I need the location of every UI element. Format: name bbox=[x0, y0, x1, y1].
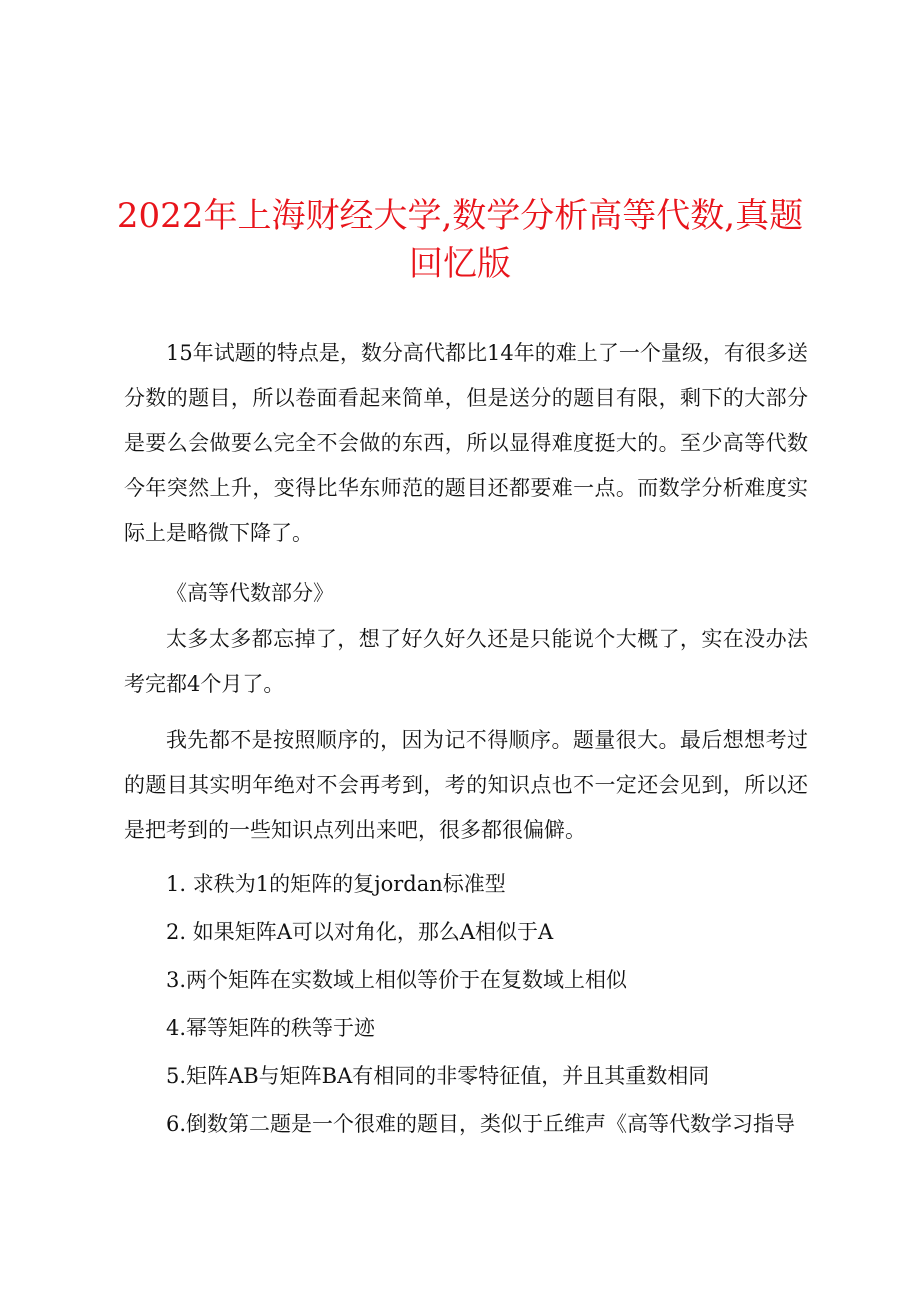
note-paragraph: 我先都不是按照顺序的，因为记不得顺序。题量很大。最后想想考过的题目其实明年绝对不会再考到，考的知识点也不一定还会见到，所以还是把考到的一些知识点列出来吧，很多都很偏僻。 bbox=[124, 728, 808, 842]
document-title: 2022年上海财经大学,数学分析高等代数,真题回忆版 bbox=[116, 196, 804, 284]
list-item: 4.幂等矩阵的秩等于迹 bbox=[166, 1016, 376, 1040]
list-item: 6.倒数第二题是一个很难的题目，类似于丘维声《高等代数学习指导 bbox=[166, 1112, 796, 1136]
list-item: 1. 求秩为1的矩阵的复jordan标准型 bbox=[166, 872, 506, 896]
memory-paragraph: 太多太多都忘掉了，想了好久好久还是只能说个大概了，实在没办法考完都4个月了。 bbox=[124, 627, 808, 696]
list-item: 2. 如果矩阵A可以对角化，那么A相似于A bbox=[166, 920, 554, 944]
list-item: 5.矩阵AB与矩阵BA有相同的非零特征值，并且其重数相同 bbox=[166, 1064, 710, 1088]
list-item: 3.两个矩阵在实数域上相似等价于在复数域上相似 bbox=[166, 968, 628, 992]
intro-paragraph: 15年试题的特点是，数分高代都比14年的难上了一个量级，有很多送分数的题目，所以卷面看起来简单，但是送分的题目有限，剩下的大部分是要么会做要么完全不会做的东西，所以显得难度挺大的。至少高等代数今年突然上升，变得比华东师范的题目还都要难一点。而数学分析难度实际上是略微下降了。 bbox=[124, 341, 808, 545]
section-heading: 《高等代数部分》 bbox=[166, 581, 334, 605]
